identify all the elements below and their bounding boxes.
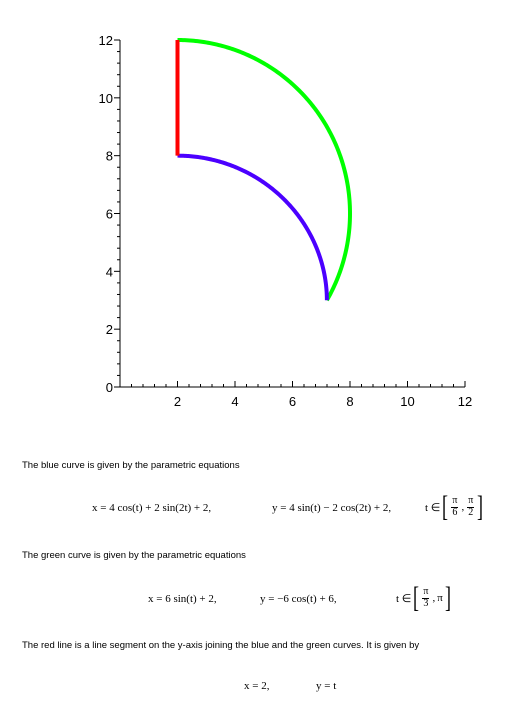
left-bracket: [ [442, 490, 449, 523]
red-y-equation: y = t [316, 680, 337, 692]
blue-t-symbol: t ∈ [425, 501, 441, 514]
blue-t-lower: $\frac{\pi}{6}$ [452, 495, 458, 518]
x-tick-label-2: 2 [173, 394, 182, 409]
y-tick-label-8: 8 [105, 148, 113, 164]
x-tick-label-8: 8 [346, 394, 354, 409]
y-tick-label-2: 2 [105, 322, 113, 338]
blue-y-equation: y = 4 sin(t) − 2 cos(2t) + 2, [272, 502, 392, 514]
blue-t-upper: $\frac{\pi}{2}$ [468, 495, 474, 518]
curves [178, 40, 351, 300]
right-bracket: ] [477, 490, 484, 523]
red-line-intro: The red line is a line segment on the y-axis joining the blue and the green curves. It is given by [22, 640, 420, 651]
green-t-upper: π [437, 592, 443, 604]
left-bracket: [ [413, 581, 420, 614]
y-tick-label-6: 6 [105, 206, 113, 222]
right-bracket: ] [444, 581, 451, 614]
blue-curve [178, 156, 327, 301]
axes [120, 40, 465, 387]
y-tick-label-10: 10 [98, 90, 113, 106]
y-tick-label-4: 4 [105, 264, 113, 280]
tick-labels [99, 33, 473, 409]
green-y-equation: y = −6 cos(t) + 6, [260, 593, 337, 605]
y-tick-label-12: 12 [98, 33, 113, 48]
green-curve [178, 40, 351, 300]
blue-x-equation: x = 4 cos(t) + 2 sin(2t) + 2, [92, 502, 212, 514]
green-curve-intro: The green curve is given by the parametric equations [22, 550, 246, 561]
blue-t-interval: t ∈ [ $\frac{\pi}{6}$ , $\frac{\pi}{2}$ ] [425, 490, 484, 523]
green-t-symbol: t ∈ [396, 592, 412, 605]
red-x-equation: x = 2, [244, 680, 270, 692]
green-t-interval: t ∈ [ $\frac{\pi}{3}$ , π ] [396, 581, 451, 614]
y-tick-label-0: 0 [105, 380, 113, 395]
blue-curve-intro: The blue curve is given by the parametric equations [22, 460, 240, 471]
x-tick-label-10: 10 [400, 394, 415, 409]
axis-ticks [114, 40, 465, 387]
green-t-lower: $\frac{\pi}{3}$ [423, 586, 429, 609]
x-tick-label-12: 12 [457, 394, 473, 409]
x-tick-label-4: 4 [231, 394, 239, 409]
x-tick-label-6: 6 [288, 394, 297, 409]
green-x-equation: x = 6 sin(t) + 2, [148, 593, 217, 605]
